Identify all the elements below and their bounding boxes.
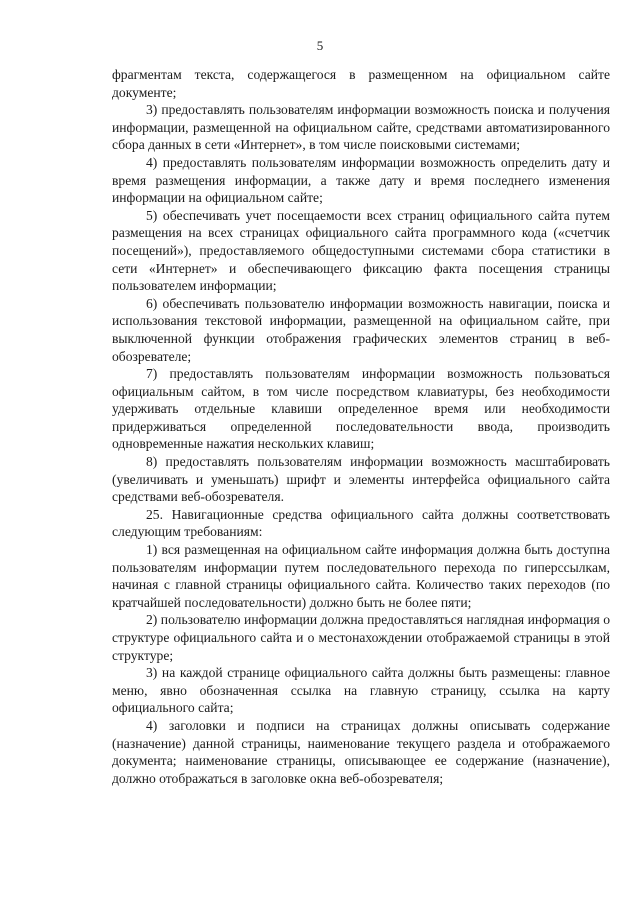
paragraph-item-3: 3) предоставлять пользователям информации возможность поиска и получения информации, размещенной на официальном сайте, средствами автоматизированного сбора данных в сети «Интернет», в том числе поисковыми системами;: [112, 102, 610, 153]
paragraph-subitem-3: 3) на каждой странице официального сайта должны быть размещены: главное меню, явно обозначенная ссылка на главную страницу, ссылка на карту официального сайта;: [112, 665, 610, 716]
paragraph-item-7: 7) предоставлять пользователям информации возможность пользоваться официальным сайтом, в том числе посредством клавиатуры, без необходимости удерживать отдельные клавиши определенное время или необходимости придерживаться определенной последовательности ввода, производить одновременные нажатия нескольких клавиш;: [112, 366, 610, 452]
page-number: 5: [316, 38, 324, 53]
paragraph-section-25: 25. Навигационные средства официального сайта должны соответствовать следующим требованиям:: [112, 506, 610, 540]
paragraph-item-8: 8) предоставлять пользователям информации возможность масштабировать (увеличивать и уменьшать) шрифт и элементы интерфейса официального сайта средствами веб-обозревателя.: [112, 454, 610, 505]
document-body: [112, 66, 610, 787]
paragraph-item-5: 5) обеспечивать учет посещаемости всех страниц официального сайта путем размещения на всех страницах официального сайта программного кода («счетчик посещений»), предоставляемого общедоступными системами сбора статистики в сети «Интернет» и обеспечивающего фиксацию факта посещения страницы пользователем информации;: [112, 207, 610, 294]
paragraph-subitem-1: 1) вся размещенная на официальном сайте информация должна быть доступна пользователям информации путем последовательного перехода по гиперссылкам, начиная с главной страницы официального сайта. Количество таких переходов (по кратчайшей последовательности) должно быть не более пяти;: [112, 542, 610, 610]
paragraph-continuation: фрагментам текста, содержащегося в размещенном на официальном сайте документе;: [112, 67, 610, 100]
paragraph-item-4: 4) предоставлять пользователям информации возможность определить дату и время размещения информации, а также дату и время последнего изменения информации на официальном сайте;: [112, 154, 610, 206]
paragraph-subitem-4: 4) заголовки и подписи на страницах должны описывать содержание (назначение) данной страницы, наименование текущего раздела и отображаемого документа; наименование страницы, описывающее ее содержание (назначение), должно отображаться в заголовке окна веб-обозревателя;: [112, 717, 610, 786]
paragraph-subitem-2: 2) пользователю информации должна предоставляться наглядная информация о структуре официального сайта и о местонахождении отображаемой страницы в этой структуре;: [112, 612, 610, 663]
paragraph-item-6: 6) обеспечивать пользователю информации возможность навигации, поиска и использования текстовой информации, размещенной на официальном сайте, при выключенной функции отображения графических элементов страниц в веб-обозревателе;: [112, 295, 610, 364]
